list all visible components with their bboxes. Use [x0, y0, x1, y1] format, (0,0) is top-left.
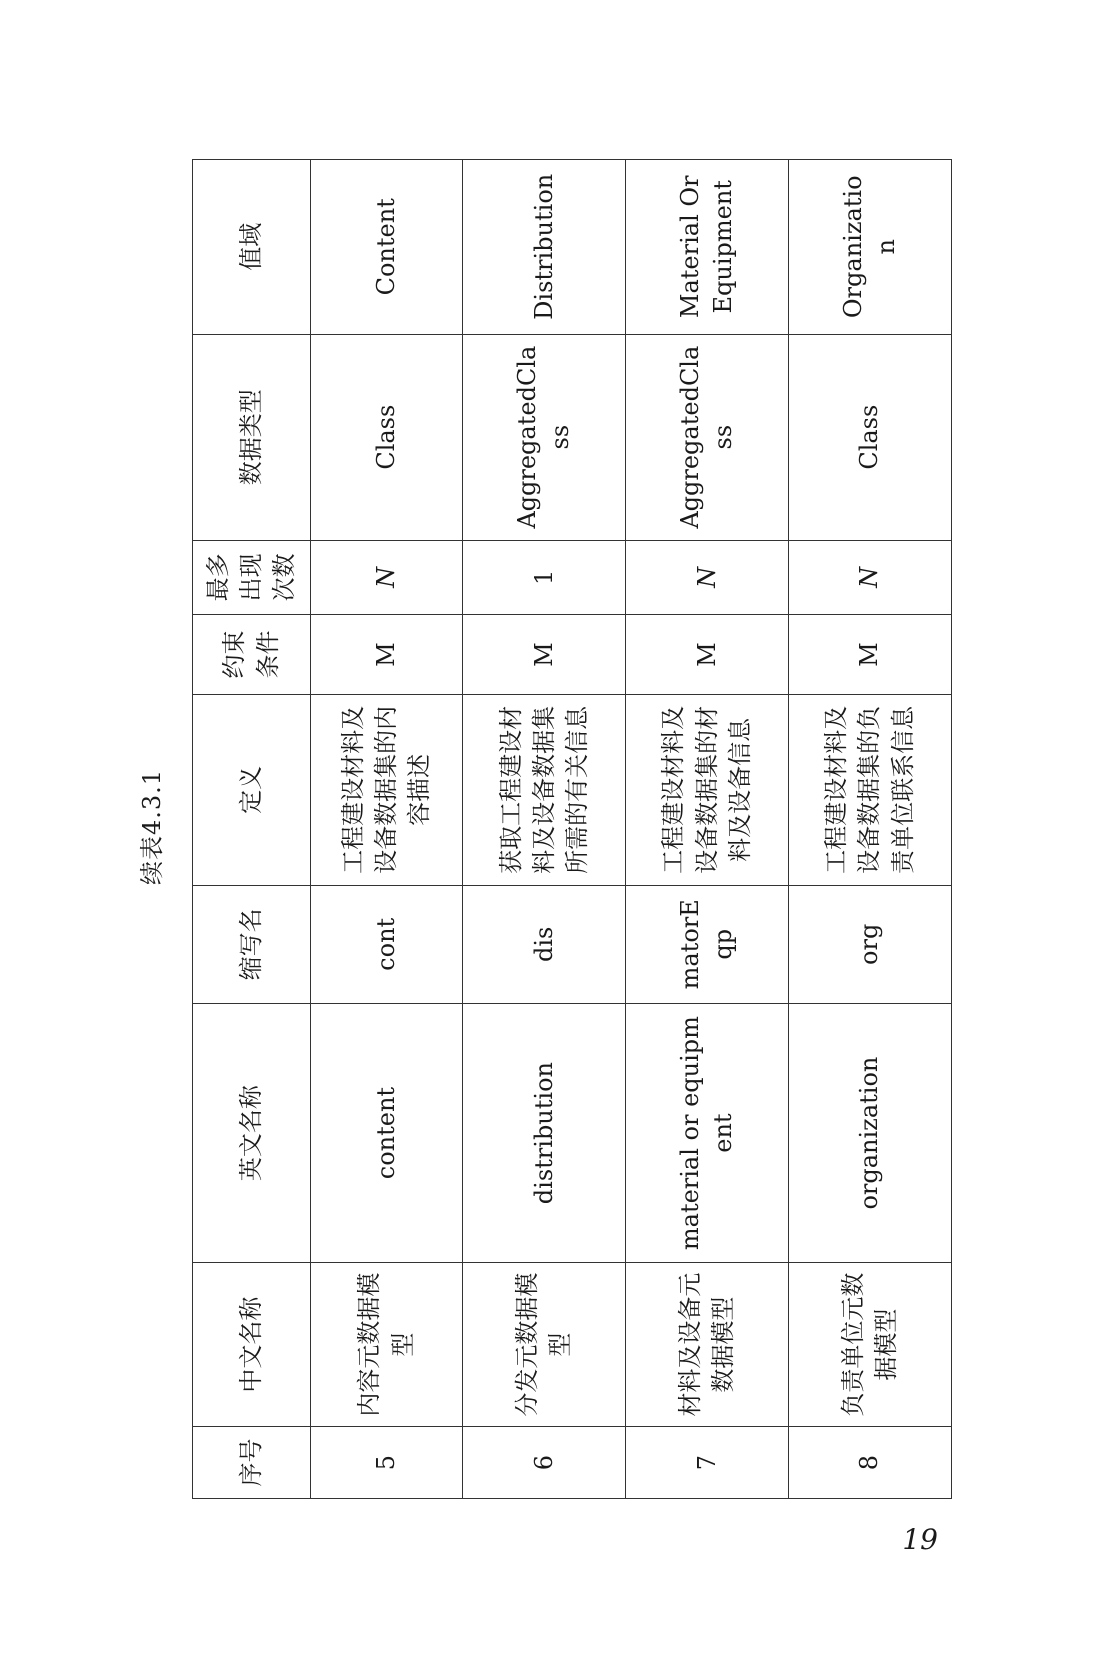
table-row	[626, 160, 789, 1499]
table-cell: organization	[789, 1004, 952, 1263]
table-cell: M	[311, 614, 463, 694]
header-cell: 数据类型	[193, 334, 311, 540]
table-cell: 8	[789, 1427, 952, 1499]
table-row	[789, 160, 952, 1499]
table-cell: 工程建设材料及设备数据集的负责单位联系信息	[789, 695, 952, 885]
table-row	[463, 160, 626, 1499]
header-cell: 约束条件	[193, 614, 311, 694]
table-header-row	[193, 160, 311, 1499]
table-cell: Content	[311, 160, 463, 335]
table-cell: org	[789, 885, 952, 1003]
table-cell: 6	[463, 1427, 626, 1499]
table-cell: 1	[463, 540, 626, 614]
table-cell: Material Or Equipment	[626, 160, 789, 335]
header-cell: 缩写名	[193, 885, 311, 1003]
header-cell: 英文名称	[193, 1004, 311, 1263]
table-cell: N	[626, 540, 789, 614]
table-cell: AggregatedClass	[463, 334, 626, 540]
table-cell: cont	[311, 885, 463, 1003]
table-cell: M	[626, 614, 789, 694]
table-cell: 获取工程建设材料及设备数据集所需的有关信息	[463, 695, 626, 885]
page-number: 19	[902, 1523, 938, 1556]
table-caption: 续表4.3.1	[138, 768, 166, 886]
header-cell: 中文名称	[193, 1263, 311, 1427]
table-cell: AggregatedClass	[626, 334, 789, 540]
table-cell: 分发元数据模型	[463, 1263, 626, 1427]
table-cell: 5	[311, 1427, 463, 1499]
header-cell: 最多出现次数	[193, 540, 311, 614]
table-cell: M	[789, 614, 952, 694]
header-cell: 序号	[193, 1427, 311, 1499]
header-cell: 值域	[193, 160, 311, 335]
table-cell: 7	[626, 1427, 789, 1499]
table-cell: Class	[311, 334, 463, 540]
table-cell: 负责单位元数据模型	[789, 1263, 952, 1427]
table-cell: distribution	[463, 1004, 626, 1263]
table-cell: 内容元数据模型	[311, 1263, 463, 1427]
table-cell: N	[311, 540, 463, 614]
table-cell: matorEqp	[626, 885, 789, 1003]
table-cell: 材料及设备元数据模型	[626, 1263, 789, 1427]
header-cell: 定义	[193, 695, 311, 885]
table-cell: N	[789, 540, 952, 614]
table-cell: Distribution	[463, 160, 626, 335]
metadata-table	[192, 159, 952, 1499]
table-cell: 工程建设材料及设备数据集的内容描述	[311, 695, 463, 885]
table-cell: Class	[789, 334, 952, 540]
table-cell: M	[463, 614, 626, 694]
table-cell: dis	[463, 885, 626, 1003]
table-row	[311, 160, 463, 1499]
table-cell: Organization	[789, 160, 952, 335]
table-cell: content	[311, 1004, 463, 1263]
table-cell: material or equipment	[626, 1004, 789, 1263]
table-cell: 工程建设材料及设备数据集的材料及设备信息	[626, 695, 789, 885]
